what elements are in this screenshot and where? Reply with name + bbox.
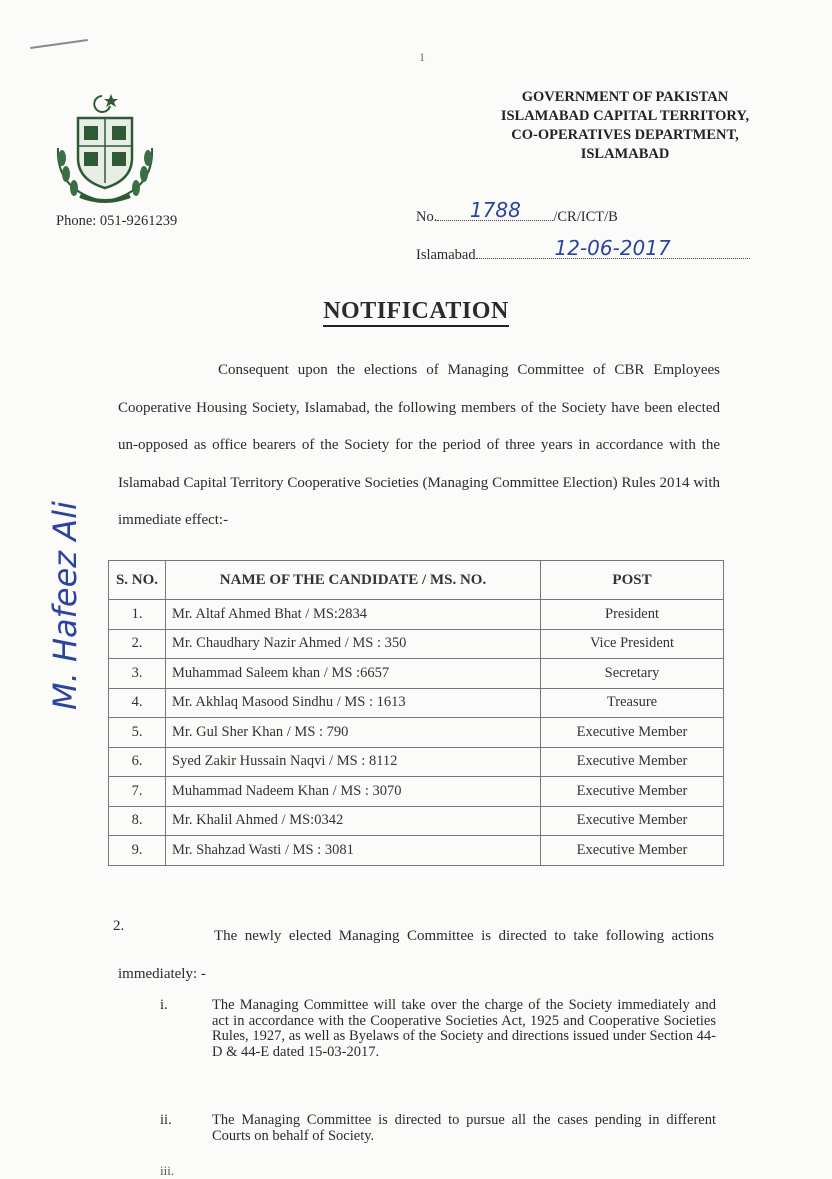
- table-row: [109, 777, 724, 807]
- cell-post: Executive Member: [541, 777, 724, 807]
- office-bearers-table: [108, 560, 724, 866]
- cell-post: President: [541, 600, 724, 630]
- cell-post: Executive Member: [541, 718, 724, 748]
- section-paragraph: [118, 918, 714, 993]
- header-line: ISLAMABAD CAPITAL TERRITORY,: [500, 108, 750, 124]
- table-row: [109, 747, 724, 777]
- cell-post: Executive Member: [541, 836, 724, 866]
- section-text: The newly elected Managing Committee is directed to take following actions immediately: -: [118, 928, 714, 982]
- list-item-number: ii.: [160, 1112, 172, 1128]
- column-header: POST: [541, 561, 724, 600]
- cell-post: Executive Member: [541, 747, 724, 777]
- margin-signature-text: M. Hafeez Ali: [46, 501, 84, 710]
- cell-sno: 1.: [109, 600, 166, 630]
- table-row: [109, 806, 724, 836]
- table-row: [109, 659, 724, 689]
- cell-name: Mr. Khalil Ahmed / MS:0342: [166, 806, 541, 836]
- cell-name: Mr. Chaudhary Nazir Ahmed / MS : 350: [166, 629, 541, 659]
- margin-signature: [16, 420, 96, 710]
- header-line: ISLAMABAD: [580, 146, 670, 162]
- table-row: [109, 836, 724, 866]
- no-value: 1788: [469, 198, 521, 222]
- cell-name: Mr. Akhlaq Masood Sindhu / MS : 1613: [166, 688, 541, 718]
- cell-sno: 3.: [109, 659, 166, 689]
- scan-mark: [30, 39, 88, 49]
- list-item-text: The Managing Committee will take over the charge of the Society immediately and act in accordance with the Cooperative Societies Act, 1925 and Cooperative Societies Rules, 1927, as well as Byelaws of the Society and directions issued under Section 44-D & 44-E dated 15-03-2017.: [212, 997, 716, 1060]
- cell-sno: 7.: [109, 777, 166, 807]
- reference-number: [416, 198, 618, 226]
- cell-name: Syed Zakir Hussain Naqvi / MS : 8112: [166, 747, 541, 777]
- no-label: No.: [416, 209, 438, 225]
- table-row: [109, 600, 724, 630]
- cell-sno: 6.: [109, 747, 166, 777]
- cell-sno: 9.: [109, 836, 166, 866]
- cell-name: Muhammad Nadeem Khan / MS : 3070: [166, 777, 541, 807]
- cell-name: Mr. Altaf Ahmed Bhat / MS:2834: [166, 600, 541, 630]
- list-item-text: The Managing Committee is directed to pursue all the cases pending in different Courts on behalf of Society.: [212, 1112, 716, 1144]
- table-row: [109, 629, 724, 659]
- header-line: CO-OPERATIVES DEPARTMENT,: [511, 127, 739, 143]
- date-line: [476, 236, 750, 260]
- cell-name: Mr. Shahzad Wasti / MS : 3081: [166, 836, 541, 866]
- page-number: 1: [419, 50, 425, 64]
- phone-number: Phone: 051-9261239: [56, 213, 178, 229]
- table-header-row: [109, 561, 724, 600]
- date-value: 12-06-2017: [554, 236, 671, 260]
- no-suffix: /CR/ICT/B: [553, 209, 618, 225]
- column-header: S. NO.: [109, 561, 166, 600]
- cell-name: Muhammad Saleem khan / MS :6657: [166, 659, 541, 689]
- header-line: GOVERNMENT OF PAKISTAN: [521, 89, 729, 105]
- state-emblem-icon: [50, 88, 160, 208]
- cell-post: Secretary: [541, 659, 724, 689]
- no-value-line: [437, 198, 553, 222]
- place-label: Islamabad: [416, 247, 476, 263]
- cell-post: Treasure: [541, 688, 724, 718]
- cell-post: Executive Member: [541, 806, 724, 836]
- cell-post: Vice President: [541, 629, 724, 659]
- department-header: [470, 88, 780, 164]
- column-header: NAME OF THE CANDIDATE / MS. NO.: [166, 561, 541, 600]
- cell-sno: 4.: [109, 688, 166, 718]
- page-title: NOTIFICATION: [0, 298, 832, 325]
- intro-paragraph: [118, 352, 720, 540]
- list-item-number: iii.: [160, 1163, 175, 1178]
- table-row: [109, 688, 724, 718]
- table-row: [109, 718, 724, 748]
- cell-name: Mr. Gul Sher Khan / MS : 790: [166, 718, 541, 748]
- issue-date: [416, 236, 750, 264]
- cell-sno: 2.: [109, 629, 166, 659]
- list-item-number: i.: [160, 997, 168, 1013]
- cell-sno: 8.: [109, 806, 166, 836]
- section-number: 2.: [113, 918, 125, 934]
- intro-text: Consequent upon the elections of Managing Committee of CBR Employees Cooperative Housing Society, Islamabad, the following members of the Society have been elected un-opposed as office bearers of the Society for the period of three years in accordance with the Islamabad Capital Territory Cooperative Societies (Managing Committee Election) Rules 2014 with immediate effect:-: [118, 362, 720, 528]
- cell-sno: 5.: [109, 718, 166, 748]
